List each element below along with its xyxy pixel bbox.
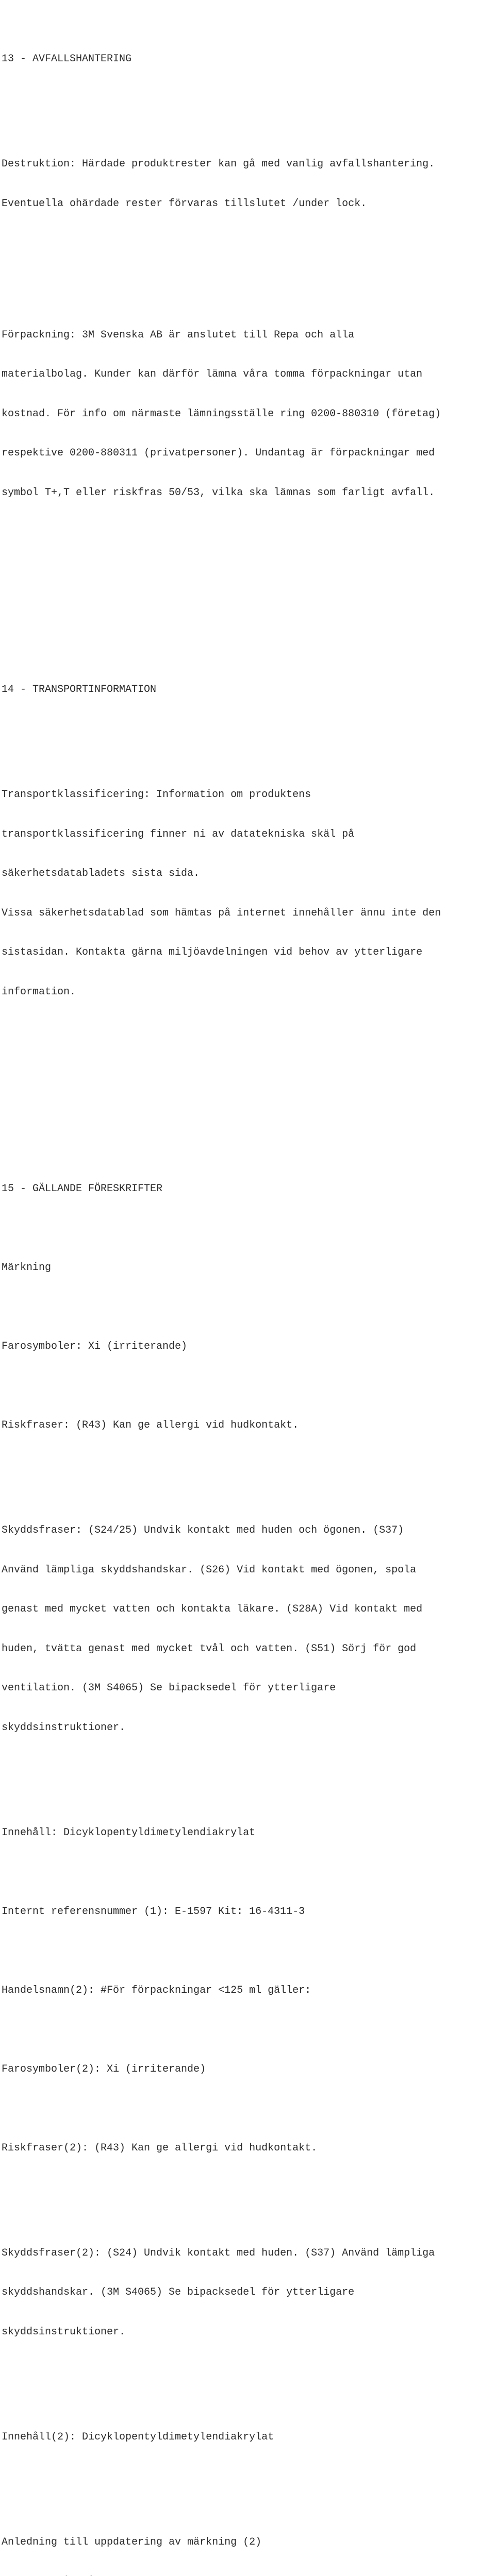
- spacer: [2, 1117, 494, 1130]
- paragraph-line: genast med mycket vatten och kontakta läkare. (S28A) Vid kontakt med: [2, 1603, 494, 1616]
- destruktion-paragraph: [2, 131, 494, 236]
- paragraph-line: Transportklassificering: Information om produktens: [2, 788, 494, 802]
- riskfraser-line: Riskfraser: (R43) Kan ge allergi vid hudkontakt.: [2, 1419, 494, 1432]
- spacer: [2, 1866, 494, 1879]
- paragraph-line: Eventuella ohärdade rester förvaras tillslutet /under lock.: [2, 197, 494, 211]
- spacer: [2, 1380, 494, 1393]
- document-page: [2, 0, 494, 2576]
- paragraph-line: säkerhetsdatabladets sista sida.: [2, 867, 494, 880]
- anledning-paragraph: [2, 2510, 494, 2576]
- spacer: [2, 618, 494, 631]
- paragraph-line: skyddshandskar. (3M S4065) Se bipacksedel för ytterligare: [2, 2286, 494, 2299]
- paragraph-line: information.: [2, 986, 494, 999]
- markning-label: Märkning: [2, 1261, 494, 1275]
- forpackning-paragraph: [2, 302, 494, 526]
- skyddsfraser-paragraph: [2, 1498, 494, 1760]
- riskfraser2-line: Riskfraser(2): (R43) Kan ge allergi vid hudkontakt.: [2, 2142, 494, 2155]
- paragraph-line: ventilation. (3M S4065) Se bipacksedel för ytterligare: [2, 1682, 494, 1695]
- farosymboler-line: Farosymboler: Xi (irriterande): [2, 1340, 494, 1353]
- spacer: [2, 263, 494, 276]
- paragraph-line: Skyddsfraser: (S24/25) Undvik kontakt med huden och ögonen. (S37): [2, 1524, 494, 1537]
- spacer: [2, 1064, 494, 1091]
- paragraph-line: skyddsinstruktioner.: [2, 2326, 494, 2339]
- section-15-heading: 15 - GÄLLANDE FÖRESKRIFTER: [2, 1182, 494, 1196]
- spacer: [2, 1301, 494, 1314]
- paragraph-line: symbol T+,T eller riskfras 50/53, vilka ska lämnas som farligt avfall.: [2, 486, 494, 500]
- handelsnamn-line: Handelsnamn(2): #För förpackningar <125 ml gäller:: [2, 1984, 494, 1997]
- spacer: [2, 2102, 494, 2115]
- farosymboler2-line: Farosymboler(2): Xi (irriterande): [2, 2063, 494, 2076]
- spacer: [2, 2470, 494, 2483]
- paragraph-line: kostnad. För info om närmaste lämningsställe ring 0200-880310 (företag): [2, 408, 494, 421]
- spacer: [2, 1222, 494, 1235]
- innehall-line: Innehåll: Dicyklopentyldimetylendiakrylat: [2, 1826, 494, 1840]
- section-14-heading: 14 - TRANSPORTINFORMATION: [2, 683, 494, 697]
- innehall2-line: Innehåll(2): Dicyklopentyldimetylendiakrylat: [2, 2431, 494, 2444]
- transport-paragraph: [2, 762, 494, 1025]
- paragraph-line: Anledning till uppdatering av märkning (2): [2, 2536, 494, 2549]
- spacer: [2, 723, 494, 736]
- referensnummer-line: Internt referensnummer (1): E-1597 Kit: 16-4311-3: [2, 1905, 494, 1919]
- paragraph-line: materialbolag. Kunder kan därför lämna våra tomma förpackningar utan: [2, 368, 494, 381]
- paragraph-line: transportklassificering finner ni av datatekniska skäl på: [2, 828, 494, 841]
- spacer: [2, 92, 494, 106]
- paragraph-line: Vissa säkerhetsdatablad som hämtas på internet innehåller ännu inte den: [2, 907, 494, 920]
- spacer: [2, 1459, 494, 1472]
- spacer: [2, 1787, 494, 1800]
- skyddsfraser2-paragraph: [2, 2221, 494, 2365]
- paragraph-line: Destruktion: Härdade produktrester kan gå med vanlig avfallshantering.: [2, 158, 494, 171]
- spacer: [2, 565, 494, 591]
- paragraph-line: respektive 0200-880311 (privatpersoner). Undantag är förpackningar med: [2, 447, 494, 460]
- section-13-heading: 13 - AVFALLSHANTERING: [2, 53, 494, 66]
- spacer: [2, 2391, 494, 2404]
- paragraph-line: sistasidan. Kontakta gärna miljöavdelningen vid behov av ytterligare: [2, 946, 494, 959]
- paragraph-line: skyddsinstruktioner.: [2, 1721, 494, 1735]
- paragraph-line: huden, tvätta genast med mycket tvål och vatten. (S51) Sörj för god: [2, 1642, 494, 1656]
- paragraph-line: Använd lämpliga skyddshandskar. (S26) Vid kontakt med ögonen, spola: [2, 1564, 494, 1577]
- spacer: [2, 2181, 494, 2194]
- paragraph-line: Förpackning: 3M Svenska AB är anslutet till Repa och alla: [2, 329, 494, 342]
- spacer: [2, 2023, 494, 2037]
- spacer: [2, 1944, 494, 1958]
- paragraph-line: Skyddsfraser(2): (S24) Undvik kontakt med huden. (S37) Använd lämpliga: [2, 2247, 494, 2260]
